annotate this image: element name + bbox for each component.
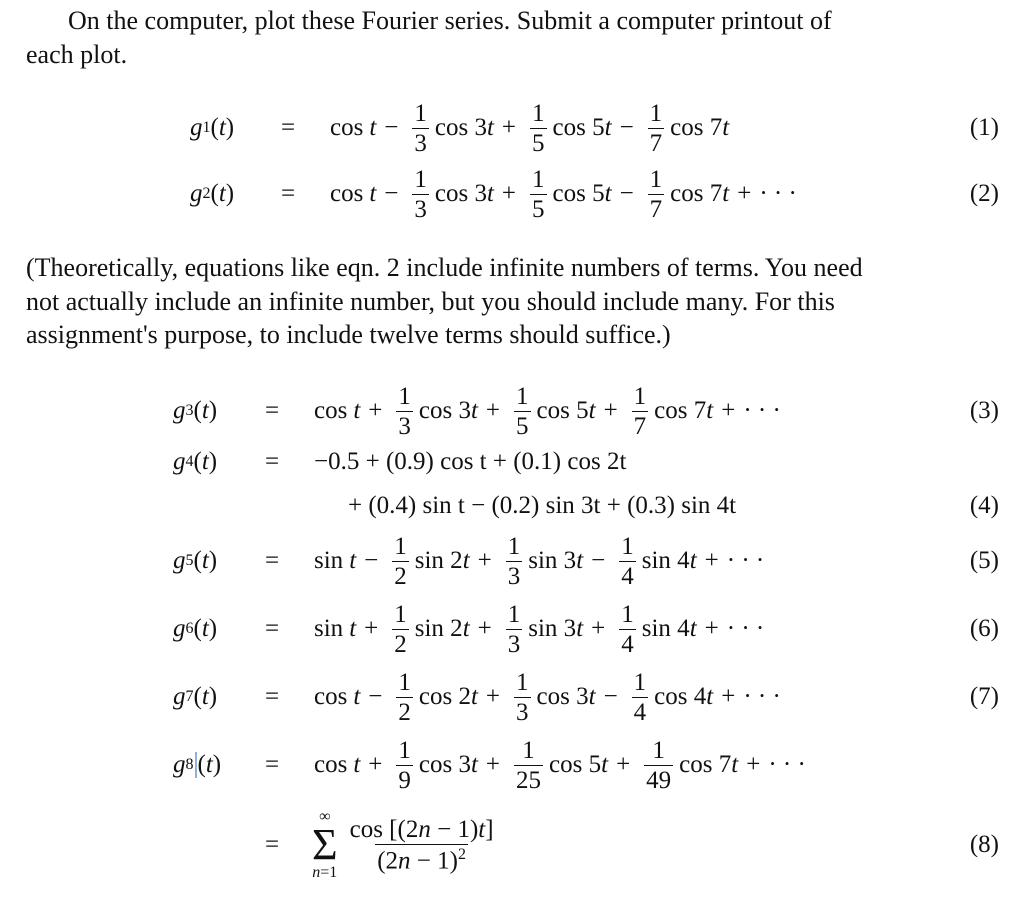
intro-paragraph [26,4,1001,71]
equation-4-rhs-1: −0.5 + (0.9) cos t + (0.1) cos 2t [314,448,627,475]
equation-6-number: (6) [969,615,999,642]
text-cursor [195,752,197,778]
equation-4-rhs-2: + (0.4) sin t − (0.2) sin 3t + (0.3) sin 4t [348,492,737,519]
equation-4-line-2 [0,476,1024,536]
equation-3: g 3 ( t ) = cos t + $\frac{1}{3}$ cos 3 t + $\frac{1}{5}$ cos 5 t + $\frac{1}{7}$ cos 7 t + · · · (3) [173,382,999,440]
note-line-1: (Theoretically, equations like eqn. 2 include infinite numbers of terms. You need [26,253,863,282]
equation-7-number: (7) [969,683,999,710]
equation-2: g 2 ( t ) = cos t − $\frac{1}{3}$ cos 3 t + $\frac{1}{5}$ cos 5 t − $\frac{1}{7}$ cos 7 t + · · · (2) [190,165,999,223]
equation-4-line-1: g 4 ( t ) = −0.5 + (0.9) cos t + (0.1) cos 2t [0,432,1024,492]
equation-5-number: (5) [969,547,999,574]
note-line-3: assignment's purpose, to include twelve terms should suffice.) [26,320,671,349]
note-line-2: not actually include an infinite number, but you should include many. For this [26,286,835,316]
equation-4-number: (4) [969,492,999,519]
equation-6: g 6 ( t ) = sin t + $\frac{1}{2}$ sin 2 t + $\frac{1}{3}$ sin 3 t + $\frac{1}{4}$ sin 4 t + · · · (6) [173,600,999,658]
equation-2-number: (2) [969,180,999,207]
equation-8-number: (8) [969,831,999,858]
summation-symbol: ∞ Σ n=1 [312,808,338,881]
equation-1-number: (1) [969,114,999,141]
note-paragraph [26,251,1001,352]
intro-line-1: On the computer, plot these Fourier series. Submit a computer printout of [68,6,832,35]
intro-line-2: each plot. [26,39,128,69]
equation-8-line-1: g 8 ( t ) = cos t + $\frac{1}{9}$ cos 3 t + $\frac{1}{25}$ cos 5 t + $\frac{1}{49}$ cos 7 t + · · · [173,736,806,794]
equation-5: g 5 ( t ) = sin t − $\frac{1}{2}$ sin 2 t + $\frac{1}{3}$ sin 3 t − $\frac{1}{4}$ sin 4 t + · · · (5) [173,532,999,590]
equation-8-line-2: = ∞ Σ n=1 $\frac{\cos [(2n - 1)t]}{(2n - 1)^2}$ (8) [0,805,1024,885]
equation-7: g 7 ( t ) = cos t − $\frac{1}{2}$ cos 2 t + $\frac{1}{3}$ cos 3 t − $\frac{1}{4}$ cos 4 t + · · · (7) [173,668,999,726]
equation-3-number: (3) [969,397,999,424]
equation-1: g 1 ( t ) = cos t − $\frac{1}{3}$ cos 3 t + $\frac{1}{5}$ cos 5 t − $\frac{1}{7}$ cos 7 t (1) [190,99,999,157]
